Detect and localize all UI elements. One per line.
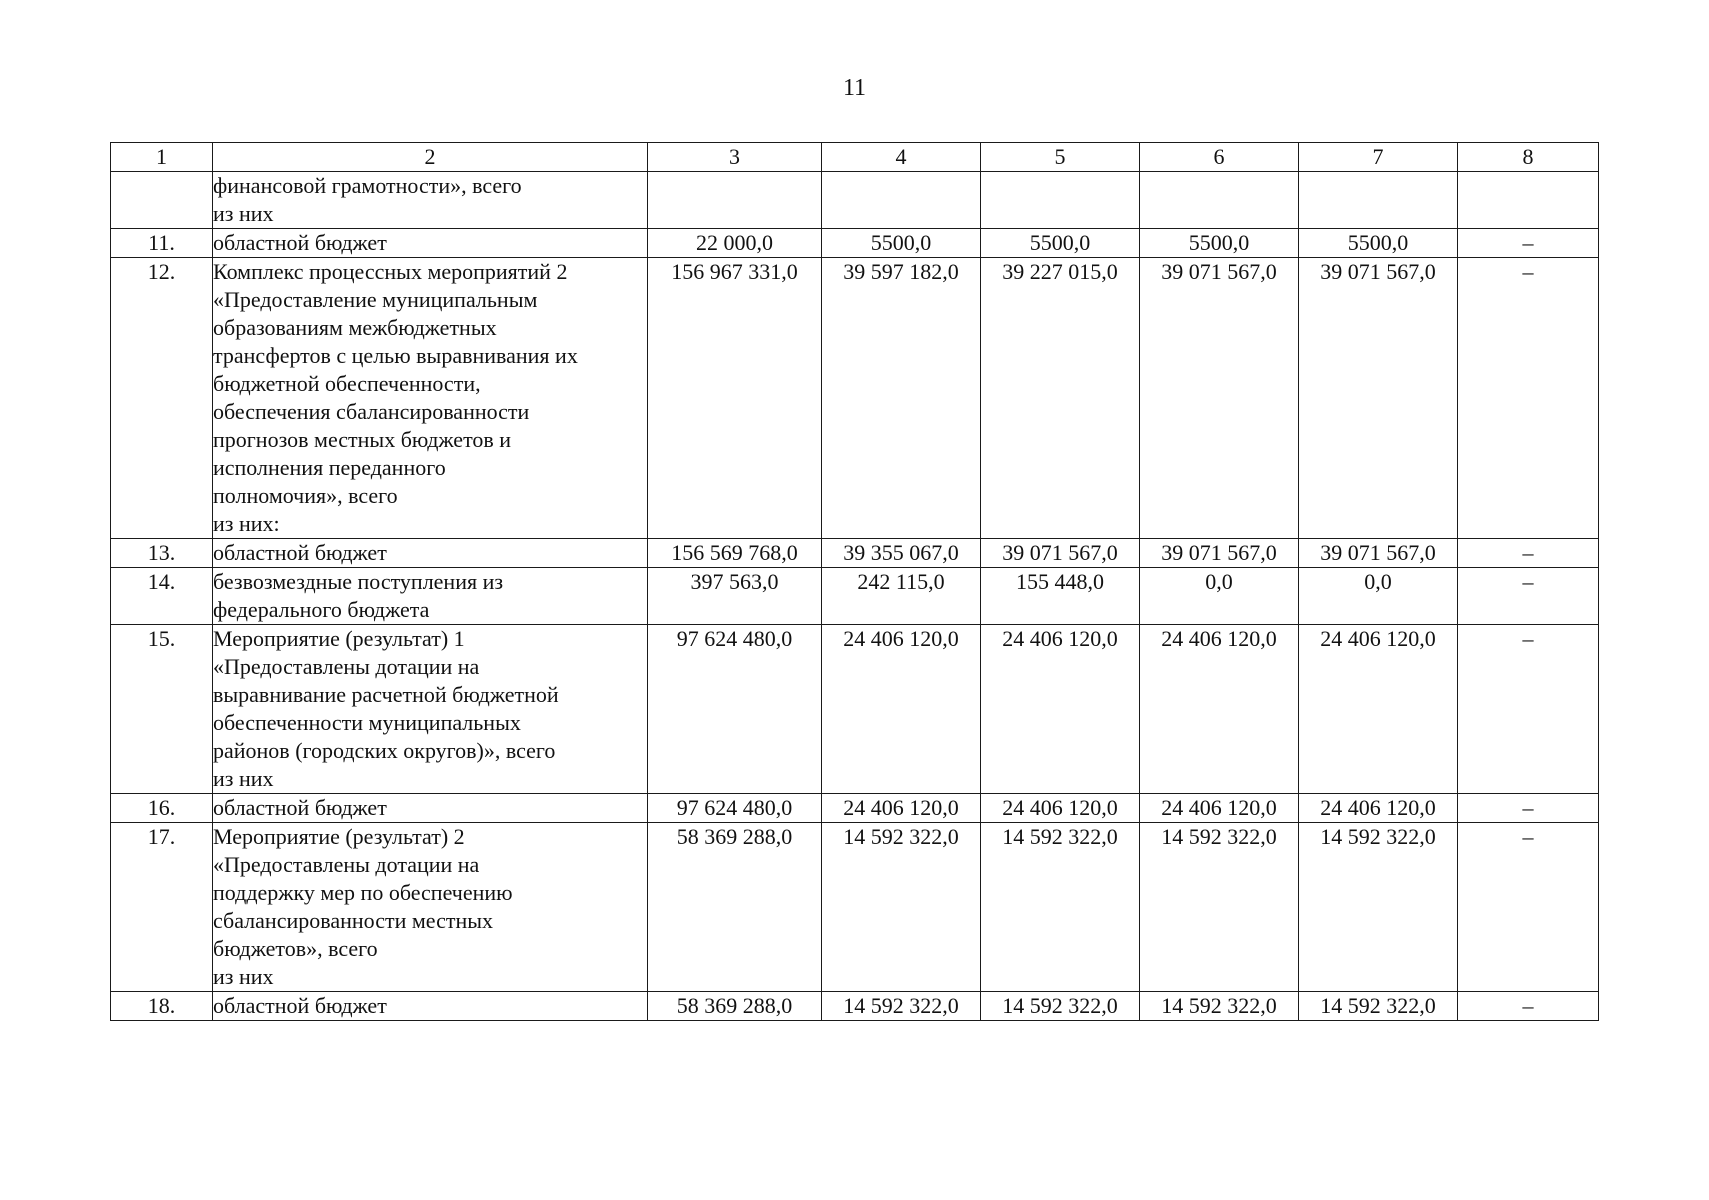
value-col-7: 24 406 120,0 (1299, 625, 1458, 794)
value-col-5 (981, 172, 1140, 229)
value-col-4: 14 592 322,0 (822, 823, 981, 992)
value-col-6: 24 406 120,0 (1140, 625, 1299, 794)
row-number: 18. (111, 992, 213, 1021)
table-row (111, 992, 1599, 1021)
value-col-4 (822, 172, 981, 229)
value-col-5: 39 071 567,0 (981, 539, 1140, 568)
value-col-6 (1140, 172, 1299, 229)
value-col-8: – (1458, 992, 1599, 1021)
value-col-4: 39 355 067,0 (822, 539, 981, 568)
row-number: 13. (111, 539, 213, 568)
value-col-6: 24 406 120,0 (1140, 794, 1299, 823)
row-name: Мероприятие (результат) 2 «Предоставлены дотации на поддержку мер по обеспечению сбалансированности местных бюджетов», всего из них (213, 823, 648, 992)
column-header: 5 (981, 143, 1140, 172)
value-col-4: 24 406 120,0 (822, 625, 981, 794)
column-header: 7 (1299, 143, 1458, 172)
value-col-8: – (1458, 568, 1599, 625)
table-row (111, 172, 1599, 229)
value-col-8: – (1458, 229, 1599, 258)
value-col-4: 14 592 322,0 (822, 992, 981, 1021)
table-row (111, 568, 1599, 625)
row-number (111, 172, 213, 229)
value-col-5: 14 592 322,0 (981, 992, 1140, 1021)
value-col-7: 39 071 567,0 (1299, 539, 1458, 568)
table-row (111, 625, 1599, 794)
row-number: 15. (111, 625, 213, 794)
value-col-7: 24 406 120,0 (1299, 794, 1458, 823)
value-col-7: 39 071 567,0 (1299, 258, 1458, 539)
value-col-4: 39 597 182,0 (822, 258, 981, 539)
column-header: 2 (213, 143, 648, 172)
table-row (111, 229, 1599, 258)
row-number: 12. (111, 258, 213, 539)
value-col-4: 24 406 120,0 (822, 794, 981, 823)
row-number: 17. (111, 823, 213, 992)
value-col-3: 58 369 288,0 (648, 992, 822, 1021)
value-col-5: 5500,0 (981, 229, 1140, 258)
value-col-5: 14 592 322,0 (981, 823, 1140, 992)
column-header: 8 (1458, 143, 1599, 172)
value-col-4: 5500,0 (822, 229, 981, 258)
row-name: Мероприятие (результат) 1 «Предоставлены дотации на выравнивание расчетной бюджетной обеспеченности муниципальных районов (городских округов)», всего из них (213, 625, 648, 794)
row-name: финансовой грамотности», всего из них (213, 172, 648, 229)
row-number: 11. (111, 229, 213, 258)
value-col-3: 97 624 480,0 (648, 625, 822, 794)
value-col-3: 156 967 331,0 (648, 258, 822, 539)
row-name: областной бюджет (213, 794, 648, 823)
table-row (111, 823, 1599, 992)
value-col-3: 22 000,0 (648, 229, 822, 258)
value-col-6: 14 592 322,0 (1140, 992, 1299, 1021)
row-name: областной бюджет (213, 992, 648, 1021)
value-col-3 (648, 172, 822, 229)
column-header: 3 (648, 143, 822, 172)
page-number: 11 (842, 75, 867, 101)
value-col-5: 24 406 120,0 (981, 794, 1140, 823)
value-col-3: 58 369 288,0 (648, 823, 822, 992)
value-col-5: 155 448,0 (981, 568, 1140, 625)
value-col-8: – (1458, 794, 1599, 823)
table-row (111, 539, 1599, 568)
value-col-3: 156 569 768,0 (648, 539, 822, 568)
row-number: 16. (111, 794, 213, 823)
value-col-7: 0,0 (1299, 568, 1458, 625)
value-col-4: 242 115,0 (822, 568, 981, 625)
column-number-row (111, 143, 1599, 172)
value-col-5: 39 227 015,0 (981, 258, 1140, 539)
column-header: 6 (1140, 143, 1299, 172)
table-row (111, 258, 1599, 539)
row-number: 14. (111, 568, 213, 625)
column-header: 1 (111, 143, 213, 172)
value-col-7: 14 592 322,0 (1299, 992, 1458, 1021)
value-col-5: 24 406 120,0 (981, 625, 1140, 794)
value-col-8: – (1458, 258, 1599, 539)
value-col-8 (1458, 172, 1599, 229)
value-col-6: 5500,0 (1140, 229, 1299, 258)
budget-table (110, 142, 1599, 1021)
table-row (111, 794, 1599, 823)
value-col-3: 97 624 480,0 (648, 794, 822, 823)
value-col-6: 14 592 322,0 (1140, 823, 1299, 992)
value-col-7: 5500,0 (1299, 229, 1458, 258)
value-col-6: 0,0 (1140, 568, 1299, 625)
row-name: областной бюджет (213, 229, 648, 258)
value-col-6: 39 071 567,0 (1140, 539, 1299, 568)
value-col-7: 14 592 322,0 (1299, 823, 1458, 992)
row-name: Комплекс процессных мероприятий 2 «Предоставление муниципальным образованиям межбюджетных трансфертов с целью выравнивания их бюджетной обеспеченности, обеспечения сбалансированности прогнозов местных бюджетов и исполнения переданного полномочия», всего из них: (213, 258, 648, 539)
value-col-6: 39 071 567,0 (1140, 258, 1299, 539)
value-col-7 (1299, 172, 1458, 229)
value-col-8: – (1458, 625, 1599, 794)
value-col-8: – (1458, 823, 1599, 992)
column-header: 4 (822, 143, 981, 172)
row-name: безвозмездные поступления из федерального бюджета (213, 568, 648, 625)
value-col-3: 397 563,0 (648, 568, 822, 625)
value-col-8: – (1458, 539, 1599, 568)
row-name: областной бюджет (213, 539, 648, 568)
